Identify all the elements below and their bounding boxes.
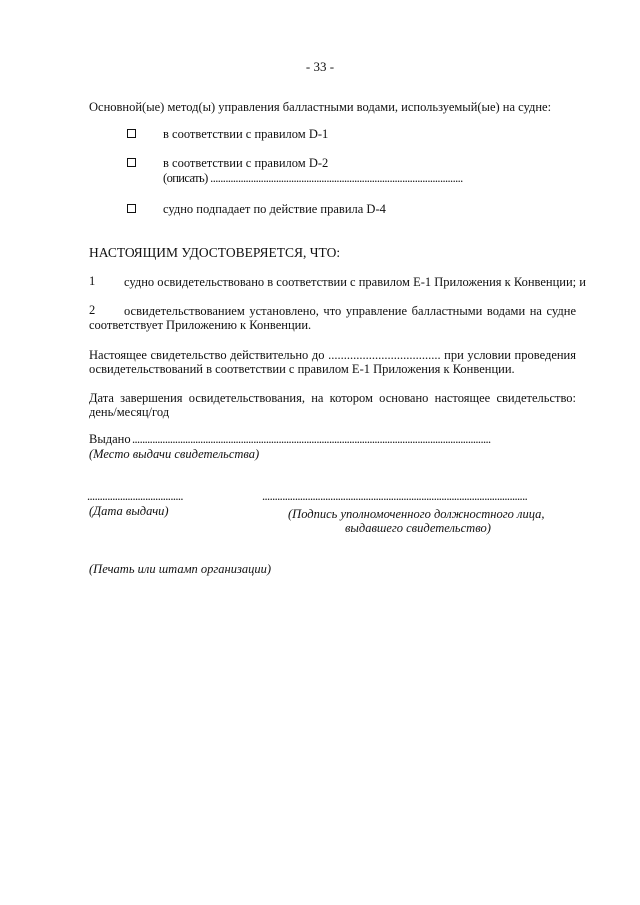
option-d2-describe-field[interactable]: (описать) ....................................................................................................: [163, 171, 463, 185]
item-1-number: 1: [89, 274, 96, 288]
signature-field[interactable]: .........................................................................................................: [262, 489, 528, 503]
issued-place-field[interactable]: ..............................................................................................................................................: [132, 432, 491, 446]
page-number: - 33 -: [305, 59, 335, 74]
date-of-issue-field[interactable]: ......................................: [87, 489, 183, 503]
option-d2-label: в соответствии с правилом D-2: [163, 156, 329, 170]
checkbox-d2[interactable]: [127, 158, 136, 167]
survey-date-line2: день/месяц/год: [89, 405, 170, 419]
option-d4-label: судно подпадает по действие правила D-4: [163, 202, 386, 216]
signature-caption-line2: выдавшего свидетельство): [345, 521, 491, 535]
option-d1-label: в соответствии с правилом D-1: [163, 127, 329, 141]
validity-line1: Настоящее свидетельство действительно до .................................... при условии проведения: [89, 348, 576, 362]
issued-label: Выдано: [89, 432, 131, 446]
checkbox-d1[interactable]: [127, 129, 136, 138]
item-2-text-line1: освидетельствованием установлено, что управление балластными водами на судне: [124, 304, 576, 318]
survey-date-line1: Дата завершения освидетельствования, на котором основано настоящее свидетельство:: [89, 391, 576, 405]
signature-caption-line1: (Подпись уполномоченного должностного лица,: [288, 507, 545, 521]
item-2-number: 2: [89, 303, 96, 317]
issued-place-caption: (Место выдачи свидетельства): [89, 447, 260, 461]
item-1-text: судно освидетельствовано в соответствии с правилом E-1 Приложения к Конвенции; и: [124, 275, 586, 289]
certify-heading: НАСТОЯЩИМ УДОСТОВЕРЯЕТСЯ, ЧТО:: [89, 245, 341, 260]
checkbox-d4[interactable]: [127, 204, 136, 213]
item-2-text-line2: соответствует Приложению к Конвенции.: [89, 318, 312, 332]
methods-heading: Основной(ые) метод(ы) управления балластными водами, используемый(ые) на судне:: [89, 100, 552, 114]
seal-caption: (Печать или штамп организации): [89, 562, 272, 576]
validity-line2: освидетельствований в соответствии с правилом E-1 Приложения к Конвенции.: [89, 362, 515, 376]
date-of-issue-caption: (Дата выдачи): [89, 504, 169, 518]
